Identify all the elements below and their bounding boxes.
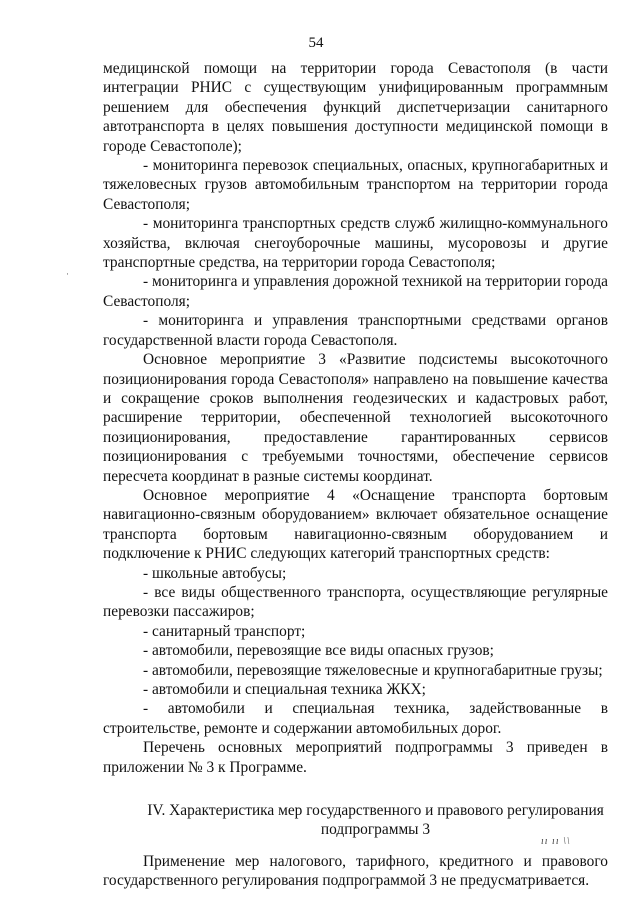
closing-paragraph: Применение мер налогового, тарифного, кредитного и правового государственного регулирования подпрограммой 3 не предусматривается. (103, 852, 608, 890)
paragraph-activity-3: Основное мероприятие 3 «Развитие подсистемы высокоточного позиционирования города Севастополя» направлено на повышение качества и сокращение сроков выполнения геодезических и кадастровых работ, расширение территории, обеспеченной технологией высокоточного позиционирования, предоставление гарантированных сервисов позиционирования с требуемыми точностями, обеспечение сервисов пересчета координат в разные системы координат. (103, 351, 608, 485)
section-heading-line1: IV. Характеристика мер государственного и правового регулирования (147, 802, 604, 820)
page-number: 54 (308, 35, 324, 51)
list-item: - мониторинга перевозок специальных, опасных, крупногабаритных и тяжеловесных грузов автомобильным транспортом на территории города Севастополя; (103, 157, 608, 213)
section-heading-line2: подпрограммы 3 (320, 821, 431, 839)
list-item: - автомобили и специальная техника, задействованные в строительстве, ремонте и содержании автомобильных дорог. (103, 700, 608, 737)
paragraph-reference: Перечень основных мероприятий подпрограммы 3 приведен в приложении № 3 к Программе. (103, 739, 608, 776)
paragraph-activity-4: Основное мероприятие 4 «Оснащение транспорта бортовым навигационно-связным оборудованием» включает обязательное оснащение транспорта бортовым навигационно-связным оборудованием и подключение к РНИС следующих категорий транспортных средств: (103, 486, 608, 563)
section-heading (103, 801, 608, 840)
list-item: - мониторинга и управления дорожной техникой на территории города Севастополя; (103, 273, 608, 310)
list-item: - санитарный транспорт; (143, 622, 306, 640)
list-item: - все виды общественного транспорта, осуществляющие регулярные перевозки пассажиров; (103, 583, 608, 621)
list-item: - автомобили, перевозящие тяжеловесные и крупногабаритные грузы; (143, 661, 603, 679)
list-item: - автомобили и специальная техника ЖКХ; (143, 681, 426, 698)
list-item: - мониторинга и управления транспортными средствами органов государственной власти города Севастополя. (103, 312, 608, 349)
paragraph-continuation: медицинской помощи на территории города Севастополя (в части интеграции РНИС с существующим унифицированным программным решением для обеспечения функций диспетчеризации санитарного автотранспорта в целях повышения доступности медицинской помощи в городе Севастополе); (103, 60, 608, 155)
list-item: - мониторинга транспортных средств служб жилищно-коммунального хозяйства, включая снегоуборочные машины, мусоровозы и другие транспортные средства, на территории города Севастополя; (103, 215, 608, 272)
margin-mark: · (66, 269, 69, 279)
list-item: - автомобили, перевозящие все виды опасных грузов; (143, 642, 494, 660)
handwritten-mark: ıı ıı \\ (541, 836, 571, 847)
document-body (103, 59, 608, 891)
list-item: - школьные автобусы; (143, 564, 287, 582)
